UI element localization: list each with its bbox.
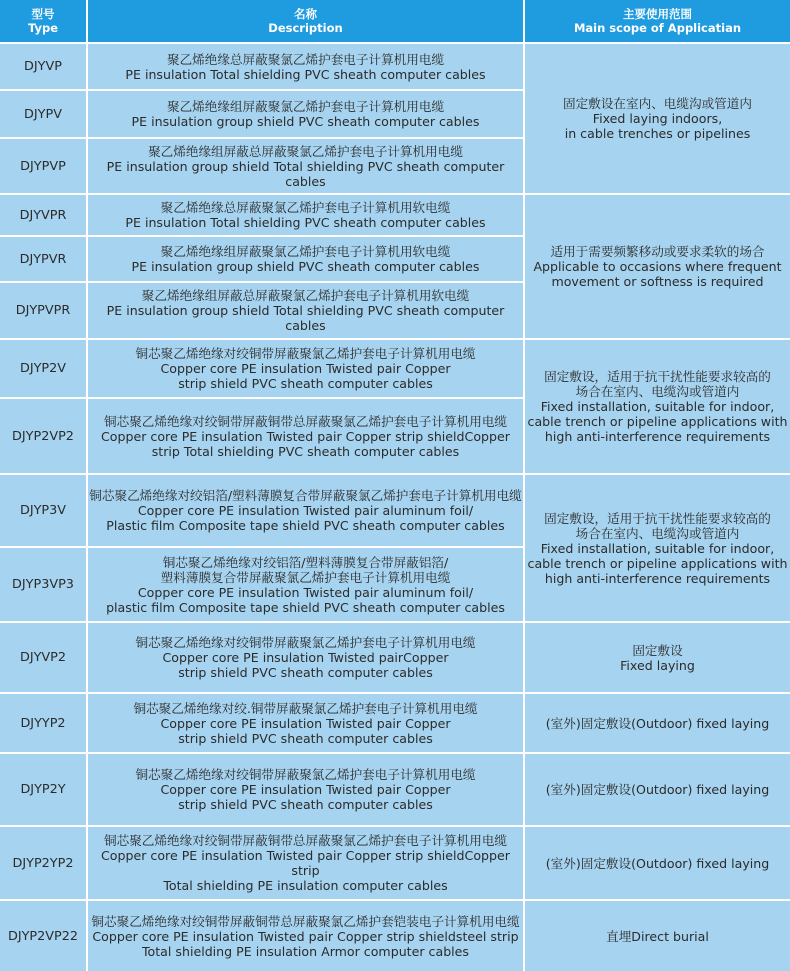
desc-cn: 铜芯聚乙烯绝缘对绞铜带屏蔽铜带总屏蔽聚氯乙烯护套电子计算机用电缆	[104, 413, 507, 429]
desc-en: strip shield PVC sheath computer cables	[178, 376, 433, 391]
desc-cn: 聚乙烯绝缘组屏蔽总屏蔽聚氯乙烯护套电子计算机用软电缆	[141, 288, 470, 303]
scope-line: 固定敷设，适用于抗干扰性能要求较高的	[544, 510, 771, 526]
desc-en: Copper core PE insulation Twisted pair Copper strip shieldCopper	[101, 428, 510, 444]
desc-en: Total shielding PE insulation computer cables	[163, 878, 448, 893]
desc-en: Copper core PE insulation Twisted pair aluminum foil/	[137, 503, 474, 518]
desc-cn: 塑料薄膜复合带屏蔽聚氯乙烯护套电子计算机用电缆	[160, 569, 451, 585]
desc-en: PE insulation group shield Total shielding PVC sheath computer cables	[106, 303, 505, 333]
description-cell	[88, 340, 523, 397]
type-cell: DJYP2YP2	[0, 827, 86, 899]
scope-line: Fixed installation, suitable for indoor,	[540, 540, 775, 556]
type-cell: DJYVP2	[0, 623, 86, 692]
header-description	[88, 0, 523, 42]
type-cell: DJYP3VP3	[0, 548, 86, 621]
scope-line: (室外)固定敷设(Outdoor) fixed laying	[545, 715, 770, 731]
type-cell: DJYPVPR	[0, 283, 86, 338]
description-cell	[88, 44, 523, 89]
desc-en: Copper core PE insulation Twisted pair Copper strip shieldCopper strip	[101, 848, 510, 878]
desc-cn: 铜芯聚乙烯绝缘对绞铝箔/塑料薄膜复合带屏蔽铝箔/	[162, 554, 449, 570]
scope-line: Fixed laying	[620, 657, 695, 673]
header-desc-en: Description	[268, 21, 343, 35]
header-type-cn: 型号	[31, 7, 55, 21]
type-cell: DJYP2VP2	[0, 399, 86, 473]
scope-cell	[525, 475, 790, 621]
scope-line: 场合在室内、电缆沟或管道内	[575, 384, 740, 399]
description-cell	[88, 548, 523, 621]
scope-line: in cable trenches or pipelines	[564, 126, 751, 141]
scope-line: (室外)固定敷设(Outdoor) fixed laying	[545, 782, 770, 797]
description-cell	[88, 195, 523, 235]
desc-en: PE insulation Total shielding PVC sheath computer cables	[125, 66, 486, 82]
desc-cn: 铜芯聚乙烯绝缘对绞铜带屏蔽聚氯乙烯护套电子计算机用电缆	[135, 767, 476, 782]
description-cell	[88, 139, 523, 193]
desc-en: Copper core PE insulation Twisted pairCopper	[162, 650, 449, 665]
desc-en: PE insulation Total shielding PVC sheath computer cables	[125, 215, 486, 230]
scope-line: 固定敷设	[632, 642, 683, 658]
description-cell	[88, 475, 523, 546]
header-desc-cn: 名称	[294, 7, 317, 21]
scope-cell	[525, 754, 790, 825]
scope-line: Fixed laying indoors,	[592, 111, 723, 126]
desc-cn: 铜芯聚乙烯绝缘对绞铜带屏蔽铜带总屏蔽聚氯乙烯护套电子计算机用电缆	[104, 833, 507, 848]
scope-cell	[525, 901, 790, 971]
desc-en: Copper core PE insulation Twisted pair Copper	[160, 782, 451, 797]
desc-en: Plastic film Composite tape shield PVC sheath computer cables	[106, 518, 505, 533]
desc-en: Copper core PE insulation Twisted pair aluminum foil/	[137, 584, 474, 600]
type-cell: DJYVPR	[0, 195, 86, 235]
description-cell	[88, 694, 523, 752]
scope-line: 场合在室内、电缆沟或管道内	[575, 525, 740, 541]
scope-line: 固定敷设在室内、电缆沟或管道内	[563, 96, 752, 111]
desc-en: Copper core PE insulation Twisted pair Copper strip shieldsteel strip	[92, 928, 519, 944]
description-cell	[88, 901, 523, 971]
description-cell	[88, 399, 523, 473]
scope-cell	[525, 694, 790, 752]
header-scope-en: Main scope of Applicatian	[573, 21, 742, 35]
scope-cell	[525, 44, 790, 193]
type-cell: DJYPVP	[0, 139, 86, 193]
type-cell: DJYPVR	[0, 237, 86, 281]
type-cell: DJYP2V	[0, 340, 86, 397]
desc-cn: 铜芯聚乙烯绝缘对绞铜带屏蔽聚氯乙烯护套电子计算机用电缆	[135, 635, 476, 650]
desc-cn: 聚乙烯绝缘总屏蔽聚氯乙烯护套电子计算机用电缆	[166, 51, 445, 67]
desc-en: strip shield PVC sheath computer cables	[178, 665, 433, 680]
header-type	[0, 0, 86, 42]
type-cell: DJYP2VP22	[0, 901, 86, 971]
scope-line: 直埋Direct burial	[606, 928, 709, 944]
type-cell: DJYP2Y	[0, 754, 86, 825]
desc-en: Total shielding PE insulation Armor computer cables	[141, 943, 469, 959]
header-scope	[525, 0, 790, 42]
desc-en: Copper core PE insulation Twisted pair Copper	[160, 361, 451, 376]
desc-cn: 聚乙烯绝缘总屏蔽聚氯乙烯护套电子计算机用软电缆	[160, 200, 451, 215]
type-cell: DJYYP2	[0, 694, 86, 752]
desc-en: PE insulation group shield PVC sheath computer cables	[131, 259, 480, 274]
type-cell: DJYPV	[0, 91, 86, 137]
desc-cn: 铜芯聚乙烯绝缘对绞铜带屏蔽铜带总屏蔽聚氯乙烯护套铠装电子计算机用电缆	[91, 913, 520, 929]
desc-en: strip shield PVC sheath computer cables	[178, 797, 433, 812]
desc-en: strip Total shielding PVC sheath computer cables	[151, 443, 460, 459]
type-cell: DJYP3V	[0, 475, 86, 546]
desc-en: strip shield PVC sheath computer cables	[178, 730, 433, 746]
description-cell	[88, 754, 523, 825]
scope-cell	[525, 623, 790, 692]
desc-cn: 铜芯聚乙烯绝缘对绞.铜带屏蔽聚氯乙烯护套电子计算机用电缆	[133, 700, 478, 716]
desc-cn: 铜芯聚乙烯绝缘对绞铜带屏蔽聚氯乙烯护套电子计算机用电缆	[135, 346, 476, 361]
scope-line: 固定敷设，适用于抗干扰性能要求较高的	[544, 369, 771, 384]
scope-line: (室外)固定敷设(Outdoor) fixed laying	[545, 855, 770, 871]
desc-en: Copper core PE insulation Twisted pair Copper	[160, 715, 451, 731]
scope-line: cable trench or pipeline applications with	[527, 555, 788, 571]
scope-line: 适用于需要频繁移动或要求柔软的场合	[550, 244, 765, 259]
scope-line: Applicable to occasions where frequent	[533, 259, 782, 274]
scope-line: high anti-interference requirements	[544, 570, 771, 586]
description-cell	[88, 237, 523, 281]
desc-cn: 铜芯聚乙烯绝缘对绞铝箔/塑料薄膜复合带屏蔽聚氯乙烯护套电子计算机用电缆	[89, 488, 522, 503]
description-cell	[88, 827, 523, 899]
header-scope-cn: 主要使用范围	[623, 7, 692, 21]
description-cell	[88, 623, 523, 692]
scope-cell	[525, 340, 790, 473]
header-type-en: Type	[27, 21, 58, 35]
scope-cell	[525, 195, 790, 338]
scope-line: movement or softness is required	[551, 274, 764, 289]
desc-cn: 聚乙烯绝缘组屏蔽聚氯乙烯护套电子计算机用电缆	[166, 99, 445, 114]
desc-en: plastic film Composite tape shield PVC sheath computer cables	[106, 599, 505, 615]
scope-line: cable trench or pipeline applications with	[527, 414, 788, 429]
scope-cell	[525, 827, 790, 899]
scope-line: Fixed installation, suitable for indoor,	[540, 399, 775, 414]
desc-en: PE insulation group shield Total shielding PVC sheath computer cables	[106, 158, 505, 189]
desc-en: PE insulation group shield PVC sheath computer cables	[131, 114, 480, 129]
desc-cn: 聚乙烯绝缘组屏蔽聚氯乙烯护套电子计算机用软电缆	[160, 244, 451, 259]
description-cell	[88, 283, 523, 338]
type-cell: DJYVP	[0, 44, 86, 89]
desc-cn: 聚乙烯绝缘组屏蔽总屏蔽聚氯乙烯护套电子计算机用电缆	[148, 143, 463, 159]
scope-line: high anti-interference requirements	[544, 429, 771, 444]
description-cell	[88, 91, 523, 137]
